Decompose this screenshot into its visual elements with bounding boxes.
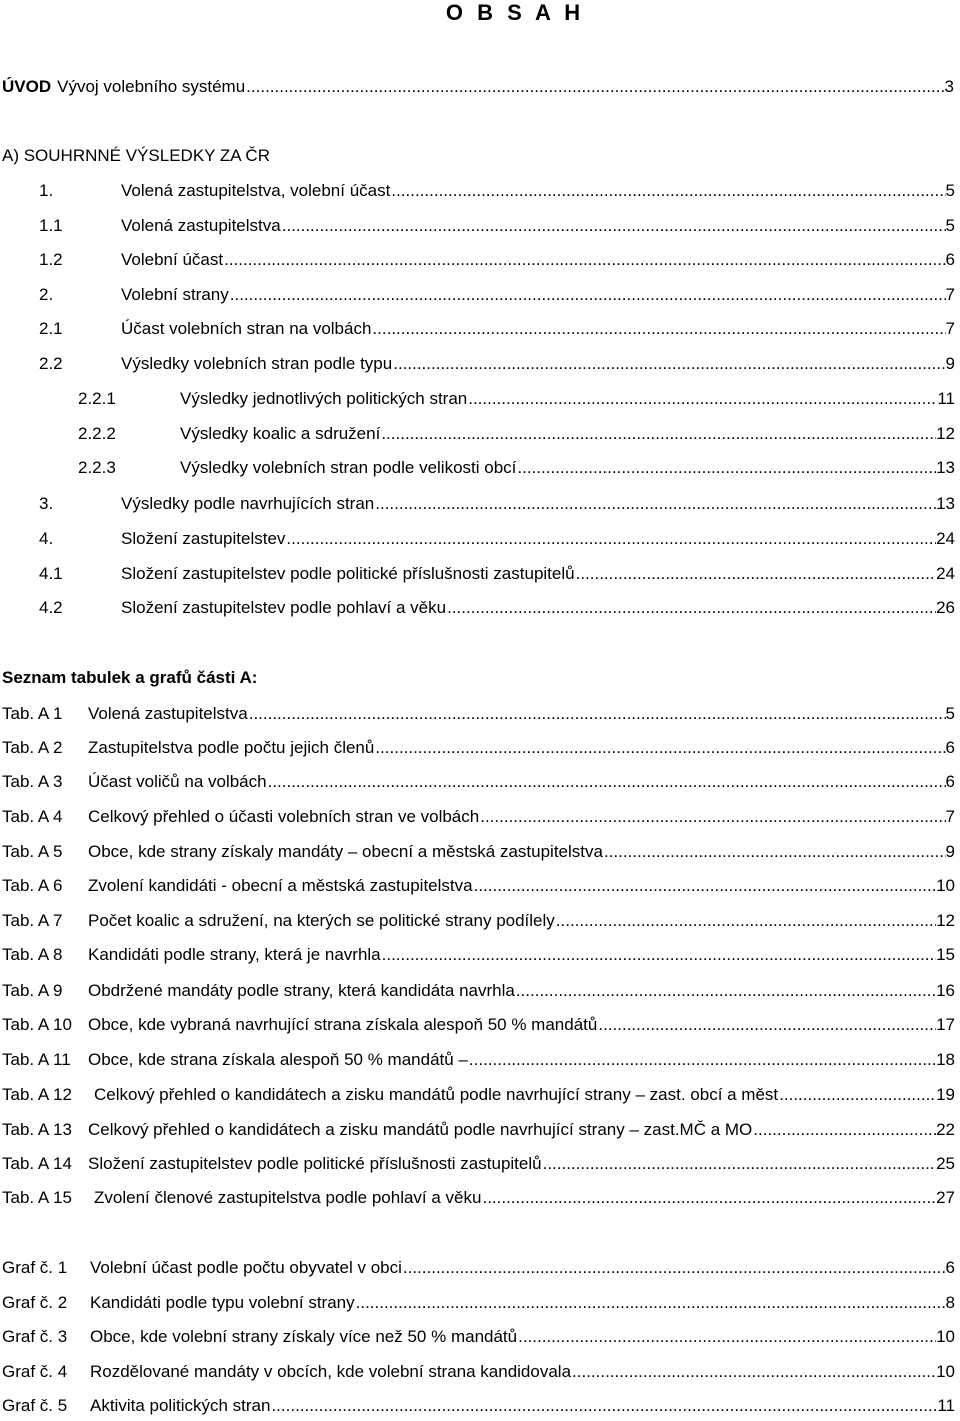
dot-leader bbox=[393, 354, 945, 374]
table-entry-number: Tab. A 4 bbox=[2, 807, 63, 826]
toc-entry-text: Výsledky volebních stran podle typu bbox=[121, 354, 393, 373]
dot-leader bbox=[598, 1015, 936, 1035]
table-entry-text: Celkový přehled o účasti volebních stran ve volbách bbox=[88, 807, 480, 826]
dot-leader bbox=[271, 1396, 937, 1416]
table-entry-page: 6 bbox=[945, 772, 955, 791]
table-entry-page: 22 bbox=[936, 1120, 955, 1139]
toc-entry-number: 2.1 bbox=[39, 319, 63, 338]
graph-entry-page: 11 bbox=[937, 1396, 955, 1415]
table-entry[interactable] bbox=[2, 911, 955, 931]
table-entry-number: Tab. A 14 bbox=[2, 1154, 72, 1173]
table-entry-text: Volená zastupitelstva bbox=[88, 704, 248, 723]
toc-entry-page: 6 bbox=[945, 250, 955, 269]
table-entry-number: Tab. A 13 bbox=[2, 1120, 72, 1139]
graph-entry[interactable] bbox=[2, 1293, 955, 1313]
graph-entry-page: 10 bbox=[936, 1362, 955, 1381]
graph-entry-page: 8 bbox=[945, 1293, 955, 1312]
toc-entry-number: 2.2 bbox=[39, 354, 63, 373]
graph-entry-number: Graf č. 5 bbox=[2, 1396, 68, 1415]
graph-entry[interactable] bbox=[2, 1327, 955, 1347]
dot-leader bbox=[469, 1050, 936, 1070]
toc-entry[interactable] bbox=[39, 216, 955, 236]
graph-entry-text: Kandidáti podle typu volební strany bbox=[90, 1293, 355, 1312]
toc-entry[interactable] bbox=[39, 564, 955, 584]
graph-entry-text: Aktivita politických stran bbox=[90, 1396, 271, 1415]
table-entry[interactable] bbox=[2, 981, 955, 1001]
dot-leader bbox=[779, 1085, 936, 1105]
table-entry[interactable] bbox=[2, 1015, 955, 1035]
table-entry[interactable] bbox=[2, 704, 955, 724]
dot-leader bbox=[224, 250, 945, 270]
toc-entry-number: 4. bbox=[39, 529, 54, 548]
table-entry[interactable] bbox=[2, 772, 955, 792]
toc-entry[interactable] bbox=[78, 424, 955, 444]
table-entry-text: Celkový přehled o kandidátech a zisku mandátů podle navrhující strany – zast. obcí a měst bbox=[94, 1085, 779, 1104]
dot-leader bbox=[268, 772, 946, 792]
toc-entry-page: 3 bbox=[944, 77, 954, 96]
graph-entry-text: Volební účast podle počtu obyvatel v obci bbox=[90, 1258, 402, 1277]
toc-entry-text: Volená zastupitelstva, volební účast bbox=[121, 181, 391, 200]
table-entry-page: 19 bbox=[936, 1085, 955, 1104]
toc-entry-page: 13 bbox=[936, 458, 955, 477]
table-entry-text: Obce, kde strana získala alespoň 50 % mandátů – bbox=[88, 1050, 468, 1069]
toc-entry[interactable] bbox=[39, 181, 955, 201]
graph-entry-page: 10 bbox=[936, 1327, 955, 1346]
table-entry[interactable] bbox=[2, 1050, 955, 1070]
table-entry-page: 9 bbox=[945, 842, 955, 861]
toc-entry-text: Volební účast bbox=[121, 250, 224, 269]
dot-leader bbox=[572, 1362, 936, 1382]
table-entry-text: Celkový přehled o kandidátech a zisku mandátů podle navrhující strany – zast.MČ a MO bbox=[88, 1120, 753, 1139]
dot-leader bbox=[518, 1327, 936, 1347]
toc-entry[interactable] bbox=[78, 389, 955, 409]
dot-leader bbox=[576, 564, 936, 584]
toc-entry-page: 26 bbox=[936, 598, 955, 617]
toc-entry-page: 12 bbox=[936, 424, 955, 443]
toc-entry-page: 5 bbox=[945, 216, 955, 235]
dot-leader bbox=[246, 77, 944, 97]
table-entry-text: Zvolení kandidáti - obecní a městská zastupitelstva bbox=[88, 876, 473, 895]
toc-entry[interactable] bbox=[39, 529, 955, 549]
toc-entry-number: 2. bbox=[39, 285, 54, 304]
toc-entry[interactable] bbox=[39, 285, 955, 305]
table-entry-number: Tab. A 1 bbox=[2, 704, 63, 723]
dot-leader bbox=[753, 1120, 936, 1140]
dot-leader bbox=[356, 1293, 946, 1313]
table-entry[interactable] bbox=[2, 842, 955, 862]
table-entry-text: Zvolení členové zastupitelstva podle pohlaví a věku bbox=[94, 1188, 482, 1207]
toc-entry-page: 24 bbox=[936, 564, 955, 583]
table-entry-page: 12 bbox=[936, 911, 955, 930]
dot-leader bbox=[474, 876, 936, 896]
table-entry[interactable] bbox=[2, 1085, 955, 1105]
dot-leader bbox=[382, 945, 936, 965]
table-entry-number: Tab. A 15 bbox=[2, 1188, 72, 1207]
dot-leader bbox=[480, 807, 945, 827]
table-entry-page: 25 bbox=[936, 1154, 955, 1173]
toc-entry-text: Výsledky volebních stran podle velikosti obcí bbox=[180, 458, 517, 477]
table-entry-page: 10 bbox=[936, 876, 955, 895]
dot-leader bbox=[286, 529, 936, 549]
dot-leader bbox=[516, 981, 936, 1001]
graph-entry[interactable] bbox=[2, 1258, 955, 1278]
table-entry-page: 27 bbox=[936, 1188, 955, 1207]
toc-entry-page: 5 bbox=[945, 181, 955, 200]
dot-leader bbox=[403, 1258, 946, 1278]
toc-entry-label: ÚVOD bbox=[2, 77, 52, 96]
graph-entry[interactable] bbox=[2, 1396, 955, 1416]
table-entry-number: Tab. A 7 bbox=[2, 911, 63, 930]
table-entry-page: 17 bbox=[936, 1015, 955, 1034]
graph-entry-number: Graf č. 3 bbox=[2, 1327, 68, 1346]
dot-leader bbox=[556, 911, 936, 931]
toc-entry[interactable] bbox=[39, 319, 955, 339]
table-entry-page: 6 bbox=[945, 738, 955, 757]
table-entry-text: Složení zastupitelstev podle politické příslušnosti zastupitelů bbox=[88, 1154, 542, 1173]
dot-leader bbox=[381, 424, 936, 444]
toc-entry-number: 3. bbox=[39, 494, 54, 513]
dot-leader bbox=[447, 598, 936, 618]
table-entry-number: Tab. A 11 bbox=[2, 1050, 71, 1069]
dot-leader bbox=[468, 389, 937, 409]
tables-heading: Seznam tabulek a grafů části A: bbox=[2, 668, 258, 687]
table-entry-text: Obdržené mandáty podle strany, která kandidáta navrhla bbox=[88, 981, 515, 1000]
table-entry-number: Tab. A 10 bbox=[2, 1015, 72, 1034]
toc-entry-page: 24 bbox=[936, 529, 955, 548]
toc-entry-text: Složení zastupitelstev podle pohlaví a věku bbox=[121, 598, 447, 617]
graph-entry[interactable] bbox=[2, 1362, 955, 1382]
toc-entry-page: 7 bbox=[945, 319, 955, 338]
graph-entry-number: Graf č. 1 bbox=[2, 1258, 68, 1277]
table-entry-text: Obce, kde vybraná navrhující strana získala alespoň 50 % mandátů bbox=[88, 1015, 598, 1034]
toc-entry-text: Volební strany bbox=[121, 285, 229, 304]
dot-leader bbox=[375, 738, 945, 758]
dot-leader bbox=[282, 216, 946, 236]
toc-entry-number: 4.2 bbox=[39, 598, 63, 617]
table-entry-page: 16 bbox=[936, 981, 955, 1000]
toc-entry-text: Volená zastupitelstva bbox=[121, 216, 281, 235]
toc-entry[interactable] bbox=[39, 598, 955, 618]
toc-entry-page: 7 bbox=[945, 285, 955, 304]
dot-leader bbox=[249, 704, 946, 724]
toc-entry-page: 13 bbox=[936, 494, 955, 513]
toc-entry-number: 2.2.2 bbox=[78, 424, 116, 443]
dot-leader bbox=[230, 285, 946, 305]
dot-leader bbox=[375, 494, 936, 514]
table-entry[interactable] bbox=[2, 738, 955, 758]
table-entry[interactable] bbox=[2, 1154, 955, 1174]
toc-entry-number: 1.2 bbox=[39, 250, 63, 269]
toc-entry-page: 11 bbox=[937, 389, 955, 408]
toc-entry-text: Výsledky podle navrhujících stran bbox=[121, 494, 375, 513]
toc-entry-text: Složení zastupitelstev bbox=[121, 529, 286, 548]
table-entry[interactable] bbox=[2, 807, 955, 827]
table-entry-text: Kandidáti podle strany, která je navrhla bbox=[88, 945, 381, 964]
table-entry[interactable] bbox=[2, 945, 955, 965]
table-entry-page: 7 bbox=[945, 807, 955, 826]
table-entry[interactable] bbox=[2, 1120, 955, 1140]
toc-entry-text: Složení zastupitelstev podle politické příslušnosti zastupitelů bbox=[121, 564, 575, 583]
toc-entry-number: 1.1 bbox=[39, 216, 63, 235]
table-entry-number: Tab. A 5 bbox=[2, 842, 63, 861]
table-entry-page: 5 bbox=[945, 704, 955, 723]
table-entry-text: Zastupitelstva podle počtu jejich členů bbox=[88, 738, 375, 757]
dot-leader bbox=[391, 181, 945, 201]
graph-entry-number: Graf č. 2 bbox=[2, 1293, 68, 1312]
table-entry-number: Tab. A 2 bbox=[2, 738, 63, 757]
dot-leader bbox=[372, 319, 945, 339]
graph-entry-text: Rozdělované mandáty v obcích, kde volební strana kandidovala bbox=[90, 1362, 572, 1381]
toc-entry-text: Účast volebních stran na volbách bbox=[121, 319, 372, 338]
toc-entry-text: Vývoj volebního systému bbox=[57, 77, 246, 96]
toc-entry-intro[interactable] bbox=[2, 77, 954, 97]
table-entry-text: Počet koalic a sdružení, na kterých se politické strany podílely bbox=[88, 911, 555, 930]
table-entry[interactable] bbox=[2, 876, 955, 896]
toc-entry[interactable] bbox=[39, 250, 955, 270]
graph-entry-page: 6 bbox=[945, 1258, 955, 1277]
graph-entry-number: Graf č. 4 bbox=[2, 1362, 68, 1381]
toc-entry[interactable] bbox=[39, 494, 955, 514]
page-title: O B S A H bbox=[445, 0, 585, 25]
table-entry[interactable] bbox=[2, 1188, 955, 1208]
toc-entry-number: 2.2.1 bbox=[78, 389, 116, 408]
toc-entry[interactable] bbox=[78, 458, 955, 478]
table-entry-page: 15 bbox=[936, 945, 955, 964]
table-entry-text: Účast voličů na volbách bbox=[88, 772, 267, 791]
section-a-heading: A) SOUHRNNÉ VÝSLEDKY ZA ČR bbox=[2, 146, 270, 165]
toc-entry-text: Výsledky koalic a sdružení bbox=[180, 424, 381, 443]
toc-entry-number: 2.2.3 bbox=[78, 458, 116, 477]
toc-entry-page: 9 bbox=[945, 354, 955, 373]
table-entry-text: Obce, kde strany získaly mandáty – obecní a městská zastupitelstva bbox=[88, 842, 603, 861]
toc-entry-number: 4.1 bbox=[39, 564, 63, 583]
dot-leader bbox=[604, 842, 946, 862]
table-entry-number: Tab. A 12 bbox=[2, 1085, 72, 1104]
table-entry-number: Tab. A 6 bbox=[2, 876, 63, 895]
toc-entry-number: 1. bbox=[39, 181, 54, 200]
table-entry-number: Tab. A 9 bbox=[2, 981, 63, 1000]
table-entry-number: Tab. A 3 bbox=[2, 772, 63, 791]
dot-leader bbox=[517, 458, 936, 478]
toc-entry[interactable] bbox=[39, 354, 955, 374]
graph-entry-text: Obce, kde volební strany získaly více než 50 % mandátů bbox=[90, 1327, 518, 1346]
dot-leader bbox=[482, 1188, 936, 1208]
table-entry-number: Tab. A 8 bbox=[2, 945, 63, 964]
dot-leader bbox=[543, 1154, 936, 1174]
table-entry-page: 18 bbox=[936, 1050, 955, 1069]
toc-entry-text: Výsledky jednotlivých politických stran bbox=[180, 389, 468, 408]
